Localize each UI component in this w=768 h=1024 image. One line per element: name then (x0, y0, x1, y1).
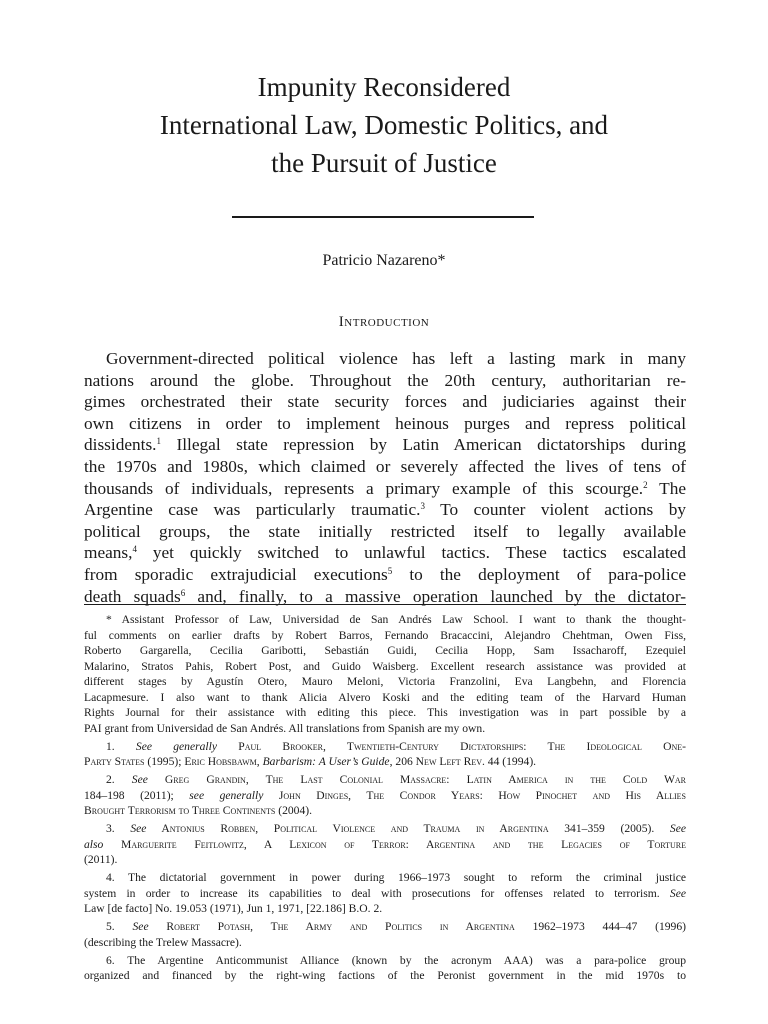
footnote-4 (84, 870, 686, 917)
footnote-ref-4[interactable]: 4 (132, 544, 137, 555)
section-heading: Introduction (338, 314, 430, 330)
footnote-line: Lacapmesure. I also want to thank Alicia Alvero Koski and the editing team of the Harvard Human (84, 690, 686, 704)
title-divider (232, 216, 534, 218)
author-name: Patricio Nazareno* (322, 252, 446, 269)
footnote-star (84, 612, 686, 736)
footnote-line: also Marguerite Feitlowitz, A Lexicon of Terror: Argentina and the Legacies of Torture (84, 837, 686, 851)
footnote-2 (84, 772, 686, 819)
footnote-line: organized and financed by the right-wing factions of the Peronist government in the mid 1970s to (84, 969, 686, 982)
body-line: from sporadic extrajudicial executions$^5$ to the deployment of para-police (84, 564, 686, 584)
title-line-2: International Law, Domestic Politics, and (159, 110, 609, 140)
footnote-line: 1. See generally Paul Brooker, Twentieth-Century Dictatorships: The Ideological One- (106, 739, 687, 753)
footnote-line: * Assistant Professor of Law, Universidad de San Andrés Law School. I want to thank the thought- (106, 613, 686, 626)
footnote-line: system in order to increase its capabilities to deal with prosecutions for offenses related to terrorism. See (84, 886, 686, 900)
footnote-line: different stages by Agustín Otero, Mauro Meloni, Victoria Franzolini, Eva Langbehn, and Florencia (84, 675, 686, 688)
body-line: nations around the globe. Throughout the 20th century, authoritarian re- (84, 370, 686, 390)
footnote-line: 3. See Antonius Robben, Political Violence and Trauma in Argentina 341–359 (2005). See (106, 822, 686, 835)
title-line-1: Impunity Reconsidered (257, 72, 511, 102)
body-line: death squads$^6$ and, finally, to a massive operation launched by the dictator- (84, 586, 686, 606)
footnote-line: 4. The dictatorial government in power during 1966–1973 sought to reform the criminal justice (106, 871, 686, 884)
body-paragraph (84, 348, 686, 607)
footnote-line: Roberto Gargarella, Cecilia Garibotti, Sebastián Guidi, Cecilia Hopp, Sam Issacharoff, Ezequiel (84, 644, 686, 657)
footnote-line: ful comments on earlier drafts by Robert Barros, Fernando Bracaccini, Alejandro Chehtman, Owen Fiss, (84, 628, 686, 642)
footnote-ref-6[interactable]: 6 (180, 587, 186, 598)
body-line: thousands of individuals, represents a primary example of this scourge.$^2$ The (84, 478, 687, 498)
title-line-3: the Pursuit of Justice (271, 148, 497, 178)
body-line: political groups, the state initially restricted itself to legally available (84, 521, 686, 541)
footnote-line: Rights Journal for their assistance with editing this piece. This investigation was in part possible by a (84, 706, 686, 719)
footnote-1 (84, 739, 686, 770)
footnote-6 (84, 953, 686, 984)
footnote-line: Law [de facto] No. 19.053 (1971), Jun 1, 1971, [22.186] B.O. 2. (84, 902, 383, 915)
footnotes (84, 612, 686, 986)
footnote-ref-3[interactable]: 3 (420, 501, 425, 512)
footnote-line: Brought Terrorism to Three Continents (2004). (84, 804, 313, 817)
body-line: own citizens in order to implement heinous purges and repress political (84, 413, 686, 433)
footnote-line: 184–198 (2011); see generally John Dinges, The Condor Years: How Pinochet and His Allies (84, 788, 687, 802)
footnote-line: Party States (1995); Eric Hobsbawm, Barbarism: A User’s Guide, 206 New Left Rev. 44 (1994). (84, 755, 537, 768)
body-line: dissidents.$^1$ Illegal state repression by Latin American dictatorships during (84, 435, 686, 455)
footnote-ref-5[interactable]: 5 (387, 565, 393, 576)
footnote-line: (describing the Trelew Massacre). (84, 935, 242, 949)
footnote-line: 6. The Argentine Anticommunist Alliance (known by the acronym AAA) was a para-police group (106, 953, 686, 967)
footnote-line: 2. See Greg Grandin, The Last Colonial Massacre: Latin America in the Cold War (106, 773, 687, 786)
body-line: Government-directed political violence has left a lasting mark in many (106, 349, 686, 368)
footnote-3 (84, 821, 686, 868)
body-line: means,$^4$ yet quickly switched to unlawful tactics. These tactics escalated (84, 543, 686, 563)
footnote-line: PAI grant from Universidad de San Andrés. All translations from Spanish are my own. (84, 721, 486, 735)
body-line: Argentine case was particularly traumatic.$^3$ To counter violent actions by (84, 500, 686, 520)
footnote-line: (2011). (84, 853, 118, 866)
footnote-ref-2[interactable]: 2 (643, 479, 648, 490)
body-line: gimes orchestrated their state security forces and judiciaries against their (84, 392, 686, 412)
footnote-ref-1[interactable]: 1 (156, 436, 161, 447)
footnote-5 (84, 919, 686, 950)
footnote-divider (84, 604, 686, 605)
footnote-line: Malarino, Stratos Pahis, Robert Post, and Guido Waisberg. Excellent research assistance was provided at (84, 659, 686, 673)
footnote-line: 5. See Robert Potash, The Army and Politics in Argentina 1962–1973 444–47 (1996) (106, 920, 687, 933)
article-title (0, 68, 768, 182)
body-line: the 1970s and 1980s, which claimed or severely affected the lives of tens of (84, 456, 686, 476)
